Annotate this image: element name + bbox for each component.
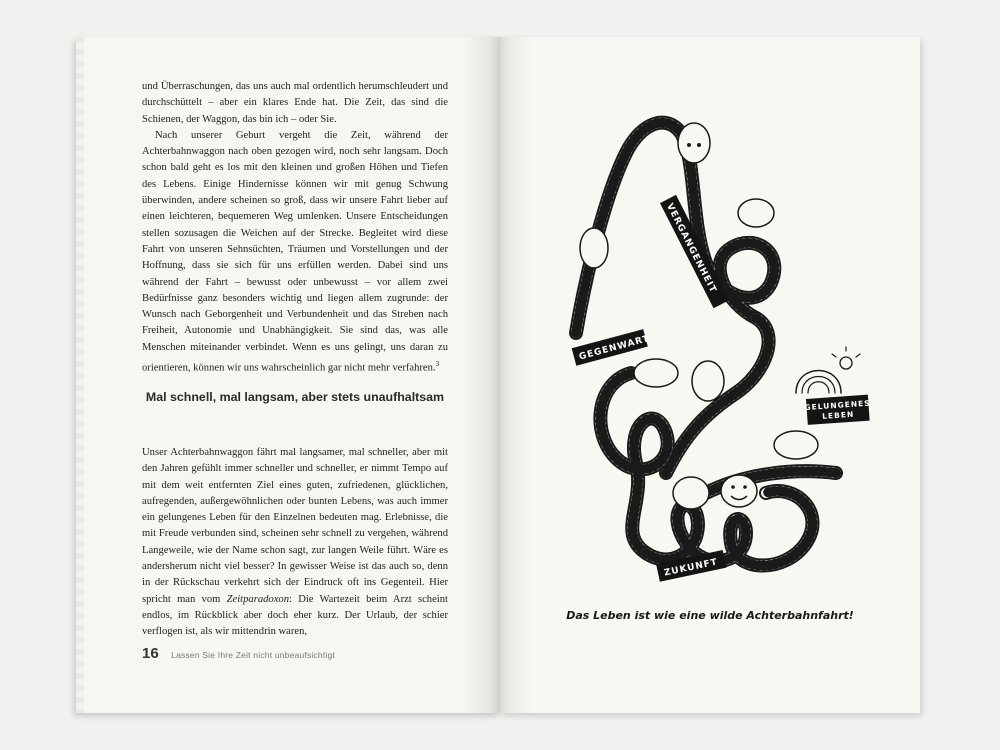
label-successful-life-line1: GELUNGENES (804, 398, 871, 413)
paragraph-1: und Überraschungen, das uns auch mal ordentlich herumschleudert und durchschüttelt – aber ein klares Ende hat. Die Zeit, das sind die Schienen, der Waggon, das bin ich – oder Sie. (142, 81, 448, 125)
sun-icon (840, 357, 852, 369)
paragraph-3-start: Unser Achterbahnwaggon fährt mal langsamer, mal schneller, aber mit den Jahren gefühlt immer schneller und schneller, er nimmt Tempo auf mit dem weit entfernten Ziel eines guten, zufriedenen, glücklichen, aufregenden, außergewöhnlichen oder bunten Lebens, was auch immer ein gelungenes Leben für den Einzelnen bedeuten mag. Erlebnisse, die mit Freude verbunden sind, scheinen sehr schnell zu vergehen, während Langeweile, wie der Name schon sagt, zur langen Weile führt. Wäre es andersherum nicht viel besser? In gewisser Weise ist das auch so, denn in der Rückschau verkehrt sich der Eindruck oft ins Gegenteil. Hier spricht man vom (142, 447, 448, 605)
gutter-shadow-right (500, 37, 534, 713)
gutter-shadow-left (462, 37, 500, 713)
character-head-present (634, 359, 678, 387)
character-head-bottom-left (673, 477, 709, 509)
character-head-left (580, 228, 608, 268)
paragraph-2 (142, 128, 448, 377)
label-successful-life (804, 395, 872, 426)
left-page (76, 37, 500, 713)
character-head-middle (692, 361, 724, 401)
label-past-text: VERGANGENHEIT (664, 202, 718, 295)
character-head-upper-right (738, 199, 774, 227)
rollercoaster-illustration (556, 73, 871, 593)
page-number: 16 (142, 645, 159, 662)
character-head-right (774, 431, 818, 459)
right-page (500, 37, 920, 713)
footnote-mark: 3 (435, 360, 440, 369)
paragraph-2-text: Nach unserer Geburt vergeht die Zeit, während der Achterbahnwaggon nach oben gezogen wird, noch sehr langsam. Doch schon bald geht es los mit den kleinen und großen Höhen und Tiefen des Lebens. Einige Hindernisse können wir mit genug Schwung überwinden, andere scheinen so groß, dass wir unsere Fahrt lieber auf einen leichteren, bequemeren Weg umlenken. Unsere Entscheidungen stellen sozusagen die Weichen auf der Strecke. Begleitet wird diese Fahrt von unseren Sehnsüchten, Träumen und Vorstellungen und der Hoffnung, dass sie sich für uns erfüllen werden. Dabei sind uns während der Fahrt – bewusst oder unbewusst – vor allem zwei Bedürfnisse ganz besonders wichtig und liegen allem zugrunde: der Wunsch nach Geborgenheit und Verbundenheit und das Streben nach Freiheit, Autonomie und Unabhängigkeit. Sie sind das, was alle Menschen miteinander verbindet. Wenn es uns gelingt, uns daran zu orientieren, können wir uns wahrscheinlich gar nicht mehr verfahren. (142, 129, 448, 374)
body-text-bottom (142, 445, 448, 641)
illustration-caption: Das Leben ist wie eine wilde Achterbahnfahrt! (566, 609, 854, 622)
paragraph-3-end: : Die Wartezeit beim Arzt scheint endlos, im Rückblick aber doch eher kurz. Der Urlaub, der schier verflogen ist, als wir mittendrin waren, (142, 593, 448, 638)
page-footer (142, 645, 335, 663)
section-heading: Mal schnell, mal langsam, aber stets unaufhaltsam (145, 390, 445, 404)
paragraph-3-italic-term: Zeitparadoxon (226, 593, 290, 605)
label-future-text: ZUKUNFT (663, 557, 719, 579)
label-successful-life-line2: LEBEN (821, 409, 855, 421)
character-head-top (678, 123, 710, 163)
label-present-text: GEGENWART (578, 333, 651, 363)
character-head-bottom-smile (721, 475, 757, 507)
label-present (572, 328, 652, 366)
body-text-top (142, 79, 448, 377)
running-title: Lassen Sie Ihre Zeit nicht unbeaufsichtigt (171, 650, 335, 660)
paragraph-3 (142, 445, 448, 641)
open-book (76, 37, 920, 713)
page-edge (76, 37, 84, 713)
